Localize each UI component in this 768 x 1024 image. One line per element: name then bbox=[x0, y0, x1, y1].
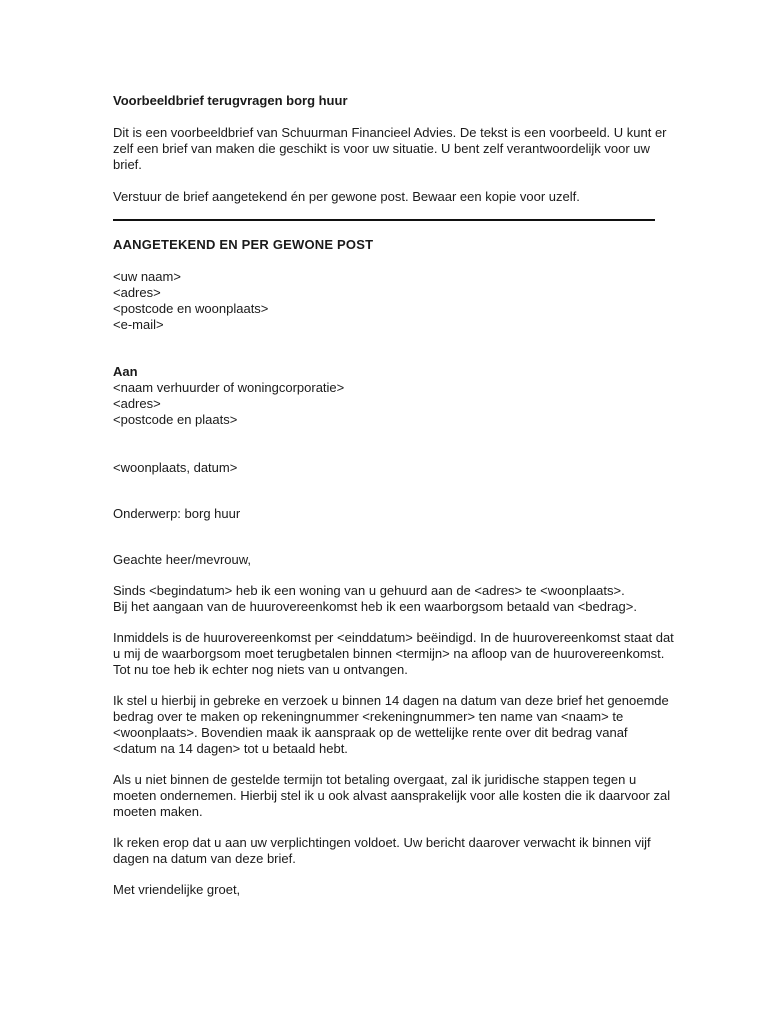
body-line: Inmiddels is de huurovereenkomst per <einddatum> beëindigd. In de huurovereenkomst staat dat bbox=[113, 630, 674, 645]
body-line: Sinds <begindatum> heb ik een woning van u gehuurd aan de <adres> te <woonplaats>. bbox=[113, 583, 625, 598]
body-line: Ik reken erop dat u aan uw verplichtingen voldoet. Uw bericht daarover verwacht ik binnen vijf bbox=[113, 835, 651, 850]
letter-page bbox=[113, 93, 674, 898]
sender-street: <adres> bbox=[113, 285, 161, 300]
body-line: moeten maken. bbox=[113, 804, 203, 819]
closing: Met vriendelijke groet, bbox=[113, 882, 241, 897]
recipient-address bbox=[113, 364, 658, 428]
sender-name: <uw naam> bbox=[113, 269, 181, 284]
place-date: <woonplaats, datum> bbox=[113, 460, 238, 475]
body-line: Tot nu toe heb ik echter nog niets van u ontvangen. bbox=[113, 662, 408, 677]
intro-line: brief. bbox=[113, 157, 142, 172]
recipient-postcode-city: <postcode en plaats> bbox=[113, 412, 238, 427]
document-title: Voorbeeldbrief terugvragen borg huur bbox=[113, 93, 348, 108]
body-line: Als u niet binnen de gestelde termijn tot betaling overgaat, zal ik juridische stappen tegen u bbox=[113, 772, 637, 787]
subject-line: Onderwerp: borg huur bbox=[113, 506, 241, 521]
body-paragraph-3 bbox=[113, 693, 669, 757]
body-line: <woonplaats>. Bovendien maak ik aanspraak op de wettelijke rente over dit bedrag vanaf bbox=[113, 725, 628, 740]
sender-address bbox=[113, 269, 658, 333]
intro-line: Dit is een voorbeeldbrief van Schuurman Financieel Advies. De tekst is een voorbeeld. U kunt er bbox=[113, 125, 667, 140]
body-paragraph-5 bbox=[113, 835, 658, 867]
intro-paragraph bbox=[113, 125, 667, 173]
send-instruction: Verstuur de brief aangetekend én per gewone post. Bewaar een kopie voor uzelf. bbox=[113, 189, 580, 204]
letter-heading: AANGETEKEND EN PER GEWONE POST bbox=[113, 237, 374, 252]
body-paragraph-1 bbox=[113, 583, 658, 615]
sender-postcode-city: <postcode en woonplaats> bbox=[113, 301, 269, 316]
recipient-name: <naam verhuurder of woningcorporatie> bbox=[113, 380, 345, 395]
body-paragraph-4 bbox=[113, 772, 671, 820]
section-divider bbox=[113, 219, 655, 221]
body-line: bedrag over te maken op rekeningnummer <rekeningnummer> ten name van <naam> te bbox=[113, 709, 624, 724]
body-line: <datum na 14 dagen> tot u betaald hebt. bbox=[113, 741, 348, 756]
body-line: u mij de waarborgsom moet terugbetalen binnen <termijn> na afloop van de huurovereenkomst. bbox=[113, 646, 665, 661]
body-line: dagen na datum van deze brief. bbox=[113, 851, 296, 866]
intro-line: zelf een brief van maken die geschikt is voor uw situatie. U bent zelf verantwoordelijk voor uw bbox=[113, 141, 650, 156]
recipient-street: <adres> bbox=[113, 396, 161, 411]
salutation: Geachte heer/mevrouw, bbox=[113, 552, 252, 567]
sender-email: <e-mail> bbox=[113, 317, 164, 332]
recipient-label: Aan bbox=[113, 364, 138, 379]
body-line: Ik stel u hierbij in gebreke en verzoek u binnen 14 dagen na datum van deze brief het genoemde bbox=[113, 693, 669, 708]
body-line: moeten ondernemen. Hierbij stel ik u ook alvast aansprakelijk voor alle kosten die ik daarvoor zal bbox=[113, 788, 671, 803]
body-line: Bij het aangaan van de huurovereenkomst heb ik een waarborgsom betaald van <bedrag>. bbox=[113, 599, 637, 614]
body-paragraph-2 bbox=[113, 630, 674, 678]
